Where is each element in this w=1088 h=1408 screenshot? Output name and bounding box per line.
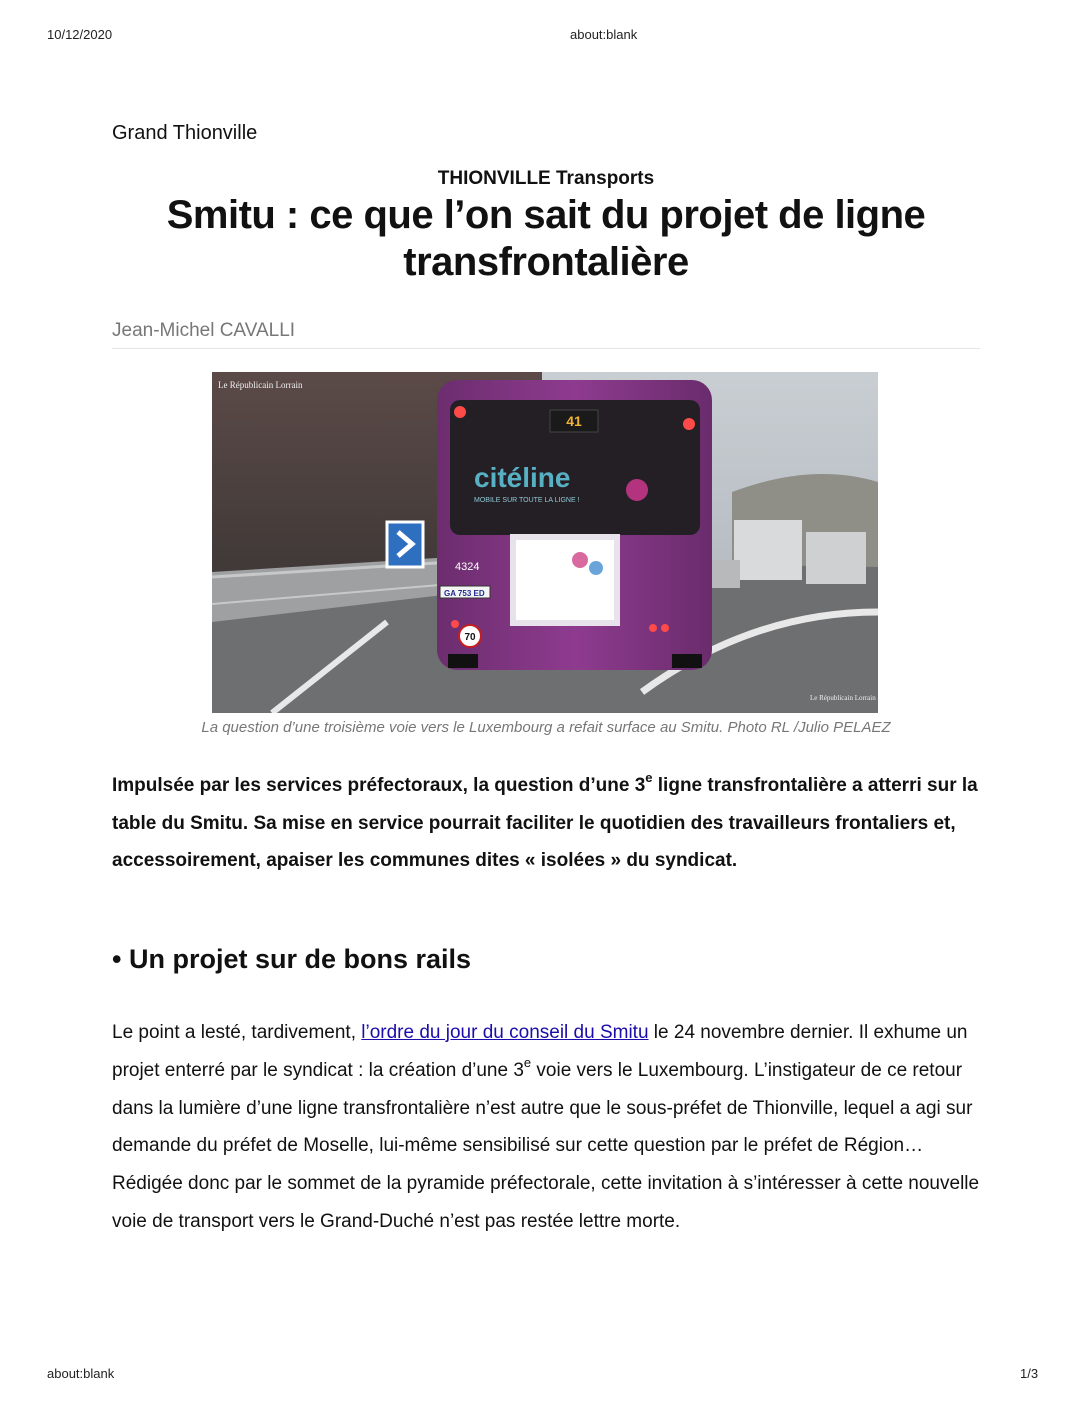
bus-photo-illustration: [212, 372, 878, 713]
lead-part-2: ligne transfrontalière a atterri sur la table du Smitu. Sa mise en service pourrait faciliter le quotidien des travailleurs frontaliers et, accessoirement, apaiser les communes dites « isolées » du syndicat.: [112, 775, 978, 871]
paragraph-part-3: voie vers le Luxembourg. L’instigateur de ce retour dans la lumière d’une ligne transfrontalière n’est autre que le sous-préfet de Thionville, lequel a agi sur demande du préfet de Moselle, lui-même sensibilisé sur cette question par le préfet de Région… Rédigée donc par le sommet de la pyramide préfectorale, cette invitation à s’intéresser à cette nouvelle voie de transport vers le Grand-Duché n’est pas restée lettre morte.: [112, 1059, 980, 1232]
lead-part-1: Impulsée par les services préfectoraux, la question d’une 3: [112, 775, 646, 796]
plate-text: GA 753 ED: [444, 589, 485, 598]
paragraph-part-2: le 24 novembre dernier. Il exhume un projet enterré par le syndicat : la création d’une 3: [112, 1022, 968, 1081]
bus-brand-text: citéline: [474, 462, 571, 493]
header-divider: [112, 348, 980, 349]
paragraph-superscript: e: [523, 1054, 532, 1070]
watermark-top: Le Républicain Lorrain: [218, 380, 303, 390]
article-author: Jean-Michel CAVALLI: [112, 320, 296, 341]
bus-number-text: 4324: [455, 561, 480, 573]
section-subheading: • Un projet sur de bons rails: [112, 944, 472, 974]
article-kicker: THIONVILLE Transports: [437, 168, 655, 189]
article-rubric: Grand Thionville: [112, 122, 258, 144]
article-headline: [112, 192, 980, 286]
lead-superscript: e: [645, 770, 653, 785]
article-lead: [112, 767, 980, 880]
agenda-link[interactable]: l’ordre du jour du conseil du Smitu: [361, 1022, 649, 1043]
print-header-url: about:blank: [570, 27, 638, 42]
svg-text:41: 41: [566, 413, 582, 429]
print-page-number: 1/3: [1020, 1366, 1039, 1381]
bus-slogan-text: MOBILE SUR TOUTE LA LIGNE !: [474, 497, 580, 504]
article-photo: [212, 372, 878, 713]
speed-badge-text: 70: [464, 632, 476, 643]
print-date: 10/12/2020: [47, 27, 113, 42]
headline-line-2: transfrontalière: [403, 240, 689, 284]
article-paragraph: [112, 1014, 980, 1241]
print-footer-url: about:blank: [47, 1366, 115, 1381]
headline-line-1: Smitu : ce que l’on sait du projet de ligne: [166, 193, 926, 237]
photo-caption: La question d’une troisième voie vers le Luxembourg a refait surface au Smitu. Photo RL /Julio PELAEZ: [201, 719, 891, 736]
paragraph-part-1: Le point a lesté, tardivement,: [112, 1022, 362, 1043]
watermark-bottom: Le Républicain Lorrain: [810, 694, 876, 702]
